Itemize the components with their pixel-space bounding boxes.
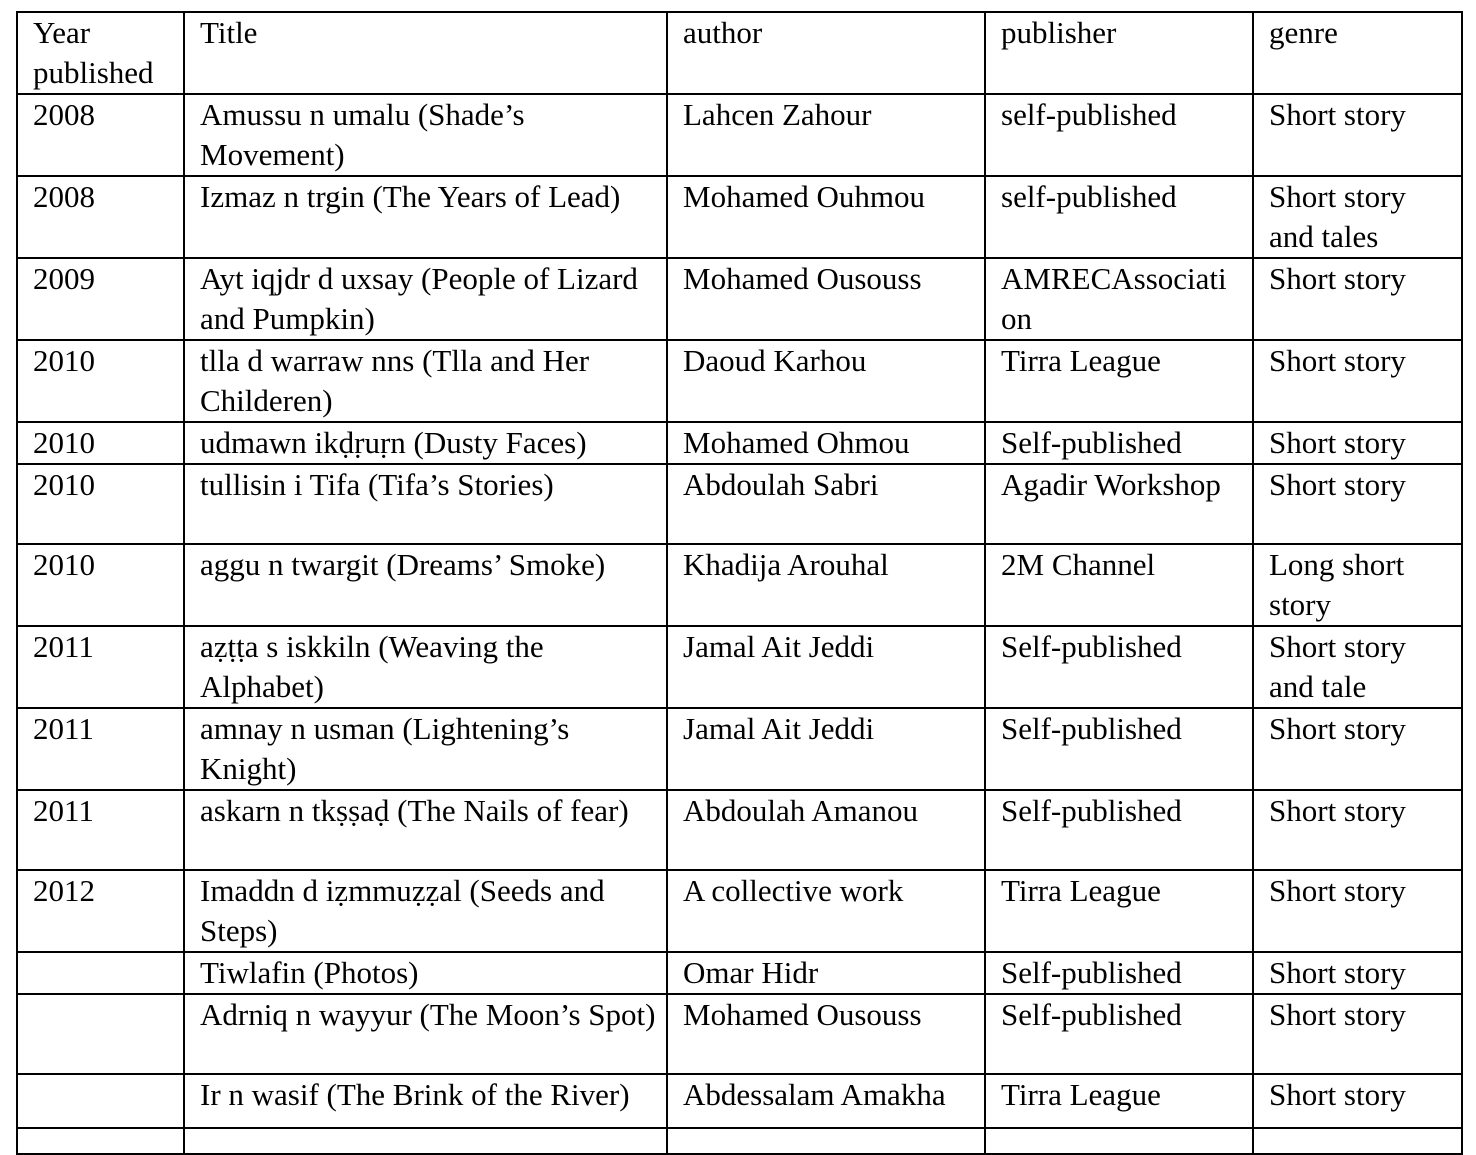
cell-title: aggu n twargit (Dreams’ Smoke) [184,544,667,626]
cell-title: Izmaz n trgin (The Years of Lead) [184,176,667,258]
cell-author: Omar Hidr [667,952,985,994]
cell-year: 2011 [17,790,184,870]
cell-year: 2012 [17,870,184,952]
cell-year: 2011 [17,708,184,790]
cell-publisher: Self-published [985,708,1253,790]
table-border-line [183,1127,185,1147]
cell-year: 2010 [17,464,184,544]
cell-genre: Short story and tales [1253,176,1462,258]
cell-title: askarn n tkṣṣaḍ (The Nails of fear) [184,790,667,870]
cell-title: udmawn ikḍṛuṛn (Dusty Faces) [184,422,667,464]
cell-title: amnay n usman (Lightening’s Knight) [184,708,667,790]
header-genre: genre [1253,12,1462,94]
cell-publisher: Tirra League [985,1074,1253,1154]
table-border-line [16,1127,18,1147]
cell-publisher: Self-published [985,994,1253,1074]
cell-year: 2008 [17,94,184,176]
header-year: Year published [17,12,184,94]
books-table [16,11,1463,1155]
table-border-line [16,1127,1461,1129]
cell-genre: Short story [1253,340,1462,422]
cell-publisher: Self-published [985,626,1253,708]
table-row [17,544,1462,626]
cell-year: 2010 [17,340,184,422]
header-title: Title [184,12,667,94]
cell-genre: Short story [1253,94,1462,176]
table-row [17,340,1462,422]
cell-genre: Short story and tale [1253,626,1462,708]
cell-year [17,952,184,994]
cell-title: tullisin i Tifa (Tifa’s Stories) [184,464,667,544]
table-row [17,94,1462,176]
cell-author: Jamal Ait Jeddi [667,708,985,790]
cell-genre: Short story [1253,464,1462,544]
header-publisher: publisher [985,12,1253,94]
cell-publisher: Tirra League [985,870,1253,952]
header-author: author [667,12,985,94]
table-row [17,870,1462,952]
cell-title: aẓṭṭa s iskkiln (Weaving the Alphabet) [184,626,667,708]
cell-year [17,994,184,1074]
cell-title: Tiwlafin (Photos) [184,952,667,994]
table-row [17,952,1462,994]
cell-title: tlla d warraw nns (Tlla and Her Childeren) [184,340,667,422]
cell-genre: Short story [1253,708,1462,790]
cell-genre: Short story [1253,790,1462,870]
cell-year: 2009 [17,258,184,340]
cell-author: Mohamed Ouhmou [667,176,985,258]
cell-genre: Short story [1253,1074,1462,1154]
cell-genre: Short story [1253,422,1462,464]
cell-publisher: self-published [985,94,1253,176]
table-row [17,258,1462,340]
cell-year: 2010 [17,422,184,464]
cell-author: Khadija Arouhal [667,544,985,626]
cell-title: Adrniq n wayyur (The Moon’s Spot) [184,994,667,1074]
table-row [17,994,1462,1074]
cell-author: Mohamed Ousouss [667,258,985,340]
cell-publisher: self-published [985,176,1253,258]
cell-publisher: Self-published [985,422,1253,464]
cell-author: Lahcen Zahour [667,94,985,176]
table-row [17,176,1462,258]
cell-author: Daoud Karhou [667,340,985,422]
cell-genre: Short story [1253,994,1462,1074]
cell-title: Imaddn d iẓmmuẓẓal (Seeds and Steps) [184,870,667,952]
cell-year: 2010 [17,544,184,626]
table-row [17,626,1462,708]
cell-author: Abdoulah Amanou [667,790,985,870]
cell-publisher: Tirra League [985,340,1253,422]
table-row [17,790,1462,870]
cell-genre: Short story [1253,258,1462,340]
cell-publisher: AMRECAssociation [985,258,1253,340]
cell-publisher: Agadir Workshop [985,464,1253,544]
cell-author: Abdoulah Sabri [667,464,985,544]
cell-year: 2011 [17,626,184,708]
table-row [17,708,1462,790]
cell-publisher: 2M Channel [985,544,1253,626]
cell-publisher: Self-published [985,952,1253,994]
cell-year: 2008 [17,176,184,258]
header-row [17,12,1462,94]
cell-title: Ir n wasif (The Brink of the River) [184,1074,667,1154]
cell-genre: Short story [1253,870,1462,952]
cell-author: Abdessalam Amakha [667,1074,985,1154]
table-row [17,464,1462,544]
cell-author: Jamal Ait Jeddi [667,626,985,708]
cell-author: A collective work [667,870,985,952]
cell-author: Mohamed Ousouss [667,994,985,1074]
cell-publisher: Self-published [985,790,1253,870]
cell-genre: Short story [1253,952,1462,994]
cell-title: Ayt iqjdr d uxsay (People of Lizard and Pumpkin) [184,258,667,340]
table-row [17,422,1462,464]
cell-genre: Long short story [1253,544,1462,626]
cell-title: Amussu n umalu (Shade’s Movement) [184,94,667,176]
cell-author: Mohamed Ohmou [667,422,985,464]
next-table-edge [16,1127,1461,1147]
